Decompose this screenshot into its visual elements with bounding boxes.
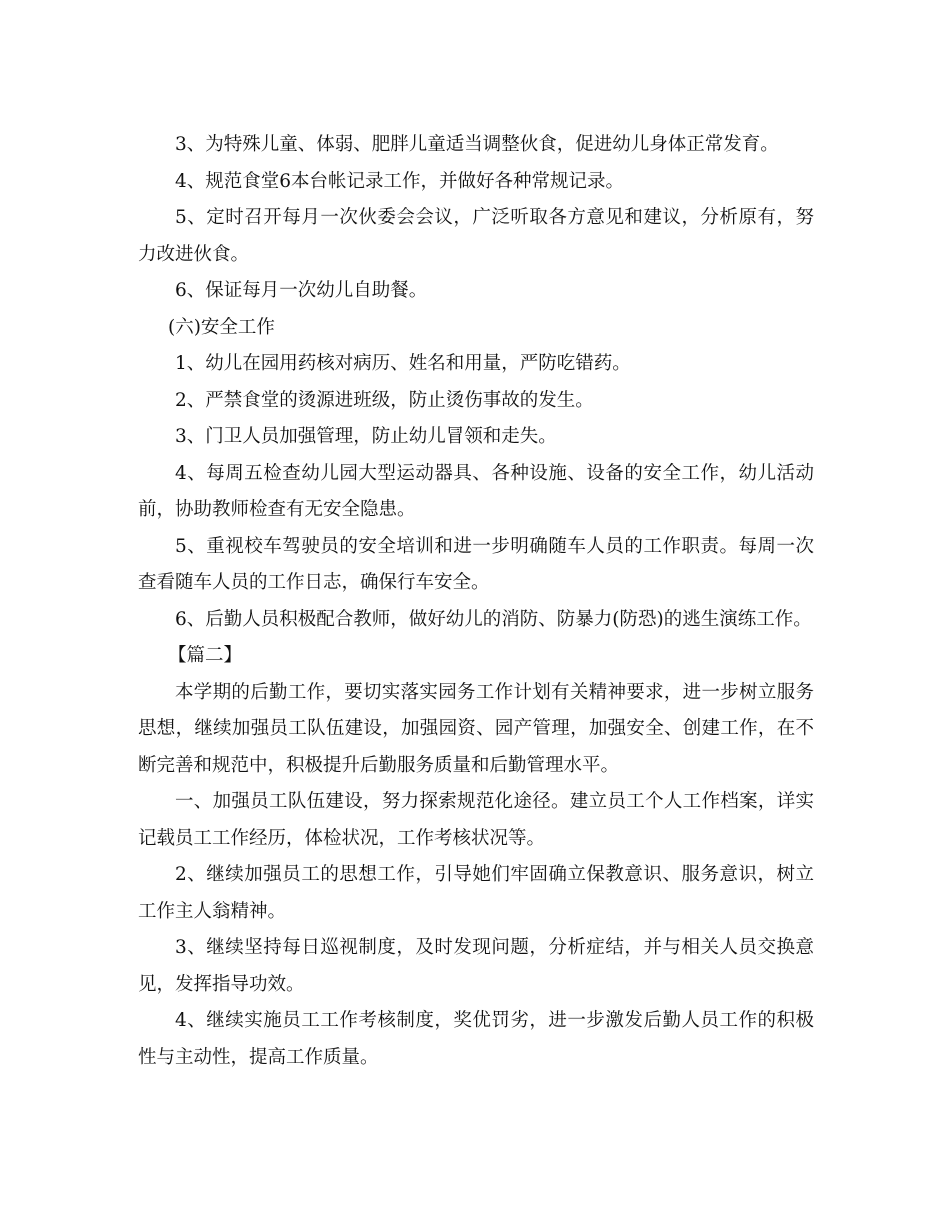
paragraph-gatekeeper-management: 3、门卫人员加强管理，防止幼儿冒领和走失。 (175, 426, 557, 447)
paragraph-equipment-safety-inspection: 4、每周五检查幼儿园大型运动器具、各种设施、设备的安全工作，幼儿活动前，协助教师检查有无安全隐患。 (138, 462, 814, 520)
paragraph-staff-assessment: 4、继续实施员工工作考核制度，奖优罚劣，进一步激发后勤人员工作的积极性与主动性，提高工作质量。 (138, 1010, 814, 1068)
paragraph-buffet-meal: 6、保证每月一次幼儿自助餐。 (175, 280, 428, 301)
section-heading-safety-work: (六)安全工作 (168, 316, 275, 338)
document-body (138, 127, 814, 1076)
paragraph-canteen-ledger-records: 4、规范食堂6本台帐记录工作，并做好各种常规记录。 (175, 170, 625, 192)
section-heading-part-two: 【篇二】 (168, 645, 243, 666)
paragraph-daily-inspection: 3、继续坚持每日巡视制度，及时发现问题，分析症结，并与相关人员交换意见，发挥指导功效。 (138, 937, 814, 995)
paragraph-school-bus-safety: 5、重视校车驾驶员的安全培训和进一步明确随车人员的工作职责。每周一次查看随车人员的工作日志，确保行车安全。 (138, 535, 814, 593)
paragraph-evacuation-drill: 6、后勤人员积极配合教师，做好幼儿的消防、防暴力(防恐)的逃生演练工作。 (175, 608, 812, 630)
paragraph-scald-prevention: 2、严禁食堂的烫源进班级，防止烫伤事故的发生。 (175, 389, 594, 411)
paragraph-canteen-diet-adjustment: 3、为特殊儿童、体弱、肥胖儿童适当调整伙食，促进幼儿身体正常发育。 (175, 134, 779, 155)
paragraph-meal-committee-meeting: 5、定时召开每月一次伙委会会议，广泛听取各方意见和建议，分析原有，努力改进伙食。 (138, 207, 814, 265)
paragraph-medication-check: 1、幼儿在园用药核对病历、姓名和用量，严防吃错药。 (175, 353, 631, 374)
paragraph-staff-team-building: 一、加强员工队伍建设，努力探索规范化途径。建立员工个人工作档案，详实记载员工工作经历，体检状况，工作考核状况等。 (138, 791, 814, 849)
paragraph-staff-ideology-work: 2、继续加强员工的思想工作，引导她们牢固确立保教意识、服务意识，树立工作主人翁精神。 (138, 864, 814, 922)
paragraph-semester-logistics-overview: 本学期的后勤工作，要切实落实园务工作计划有关精神要求，进一步树立服务思想，继续加强员工队伍建设，加强园资、园产管理，加强安全、创建工作，在不断完善和规范中，积极提升后勤服务质量和后勤管理水平。 (138, 681, 814, 776)
